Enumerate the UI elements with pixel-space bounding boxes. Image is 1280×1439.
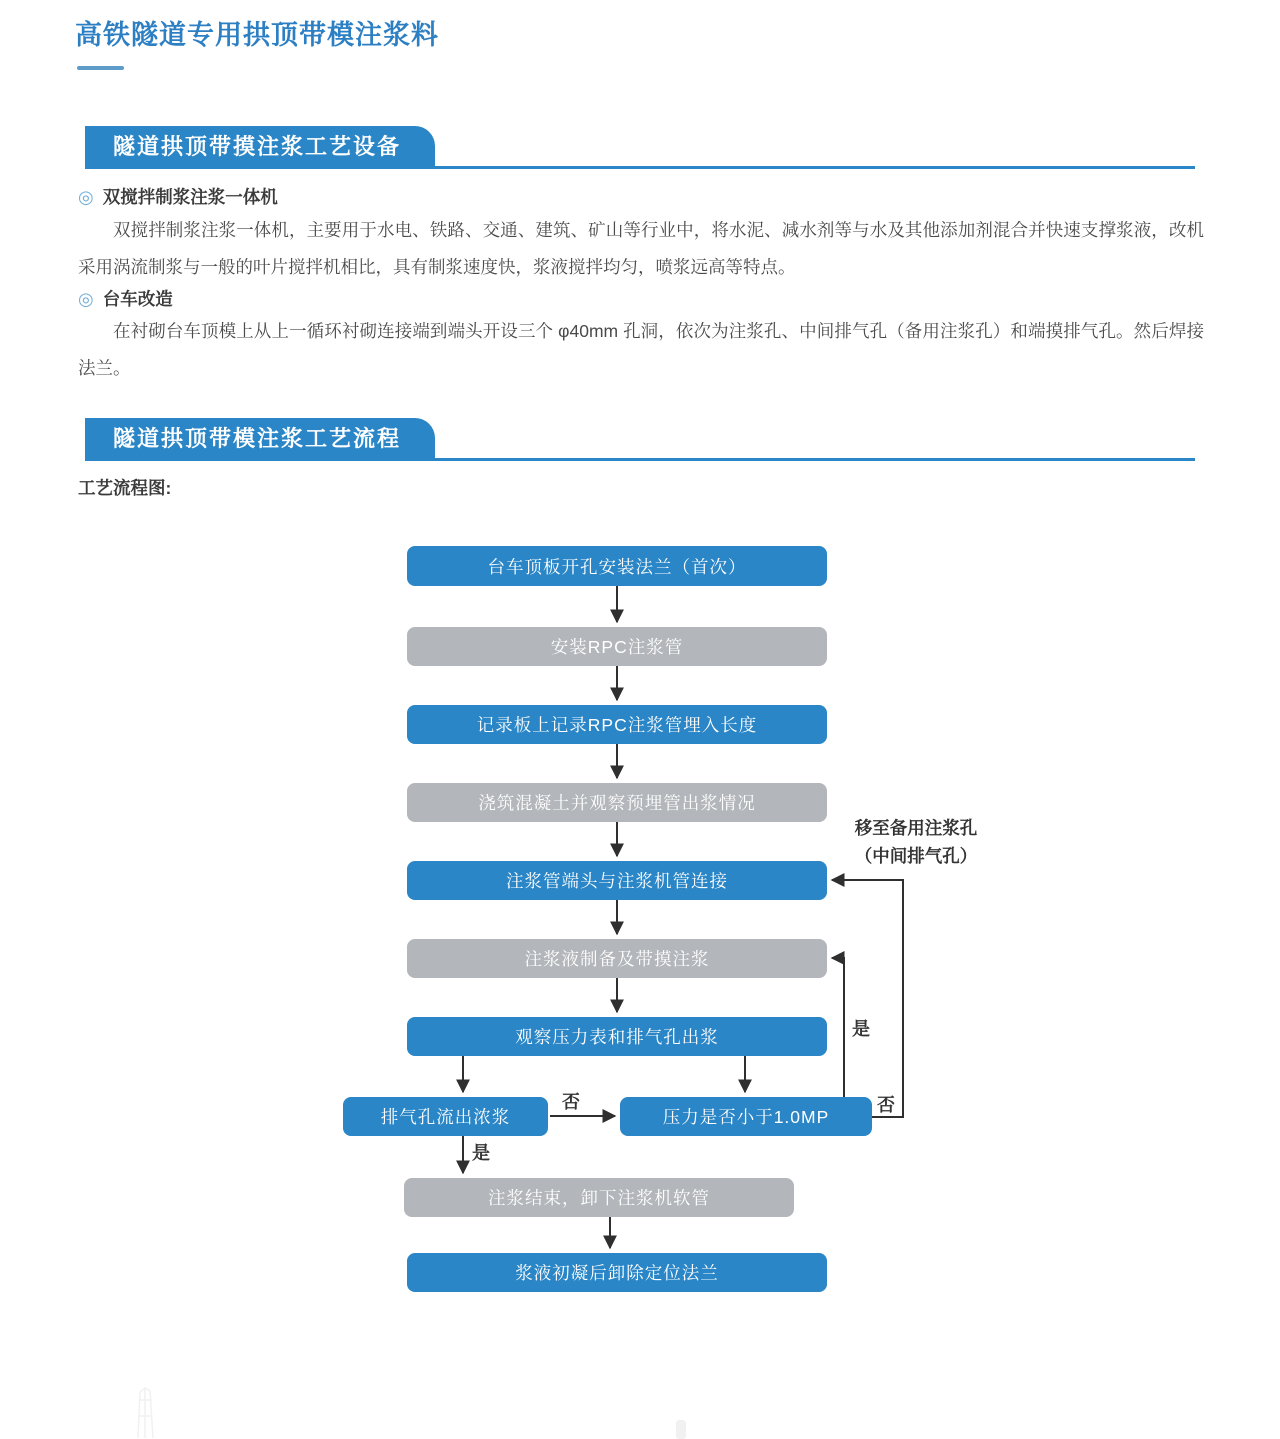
flow-step-connect-machine: 注浆管端头与注浆机管连接	[407, 861, 827, 900]
title-underline	[77, 66, 124, 70]
watermark-smudge	[676, 1420, 686, 1439]
section-header-process	[85, 418, 1195, 461]
double-circle-bullet-icon: ◎	[78, 187, 94, 207]
loop-annotation-line2: （中间排气孔）	[854, 846, 978, 866]
section-badge: 隧道拱顶带摸注浆工艺设备	[85, 126, 435, 166]
loop-label-yes: 是	[852, 1019, 870, 1039]
watermark-building	[126, 1386, 164, 1439]
bullet-trolley	[78, 286, 1204, 311]
section-badge: 隧道拱顶带模注浆工艺流程	[85, 418, 435, 458]
loop-annotation	[836, 814, 996, 870]
process-flowchart	[0, 540, 1280, 1439]
flow-step-install-flange: 台车顶板开孔安装法兰（首次）	[407, 546, 827, 586]
flow-step-observe-pressure: 观察压力表和排气孔出浆	[407, 1017, 827, 1056]
flow-step-vent-thick-grout: 排气孔流出浓浆	[343, 1097, 548, 1136]
flow-step-pressure-check: 压力是否小于1.0MP	[620, 1097, 872, 1136]
branch-label-yes: 是	[472, 1143, 490, 1163]
bullet-mixer	[78, 184, 1204, 209]
flowchart-connectors	[0, 540, 1280, 1439]
loop-label-no: 否	[877, 1095, 895, 1115]
branch-label-no: 否	[562, 1092, 580, 1112]
double-circle-bullet-icon: ◎	[78, 289, 94, 309]
flow-step-remove-flange: 浆液初凝后卸除定位法兰	[407, 1253, 827, 1292]
bullet-mixer-label: 双搅拌制浆注浆一体机	[102, 187, 278, 207]
paragraph-trolley: 在衬砌台车顶模上从上一循环衬砌连接端到端头开设三个 φ40mm 孔洞，依次为注浆孔、中间排气孔（备用注浆孔）和端摸排气孔。然后焊接法兰。	[78, 321, 1204, 378]
page-title: 高铁隧道专用拱顶带模注浆料	[75, 20, 439, 50]
flow-step-finish-grouting: 注浆结束，卸下注浆机软管	[404, 1178, 794, 1217]
section-header-equipment	[85, 126, 1195, 169]
flow-step-prepare-grout: 注浆液制备及带摸注浆	[407, 939, 827, 978]
loop-annotation-line1: 移至备用注浆孔	[854, 818, 978, 838]
flow-step-pour-concrete: 浇筑混凝土并观察预埋管出浆情况	[407, 783, 827, 822]
flow-step-record-length: 记录板上记录RPC注浆管埋入长度	[407, 705, 827, 744]
paragraph-mixer: 双搅拌制浆注浆一体机，主要用于水电、铁路、交通、建筑、矿山等行业中，将水泥、减水剂等与水及其他添加剂混合并快速支撑浆液，改机采用涡流制浆与一般的叶片搅拌机相比，具有制浆速度快，浆液搅拌均匀，喷浆远高等特点。	[78, 220, 1204, 277]
flow-step-install-rpc-pipe: 安装RPC注浆管	[407, 627, 827, 666]
bullet-trolley-label: 台车改造	[102, 289, 173, 309]
flow-diagram-label: 工艺流程图:	[78, 478, 172, 498]
